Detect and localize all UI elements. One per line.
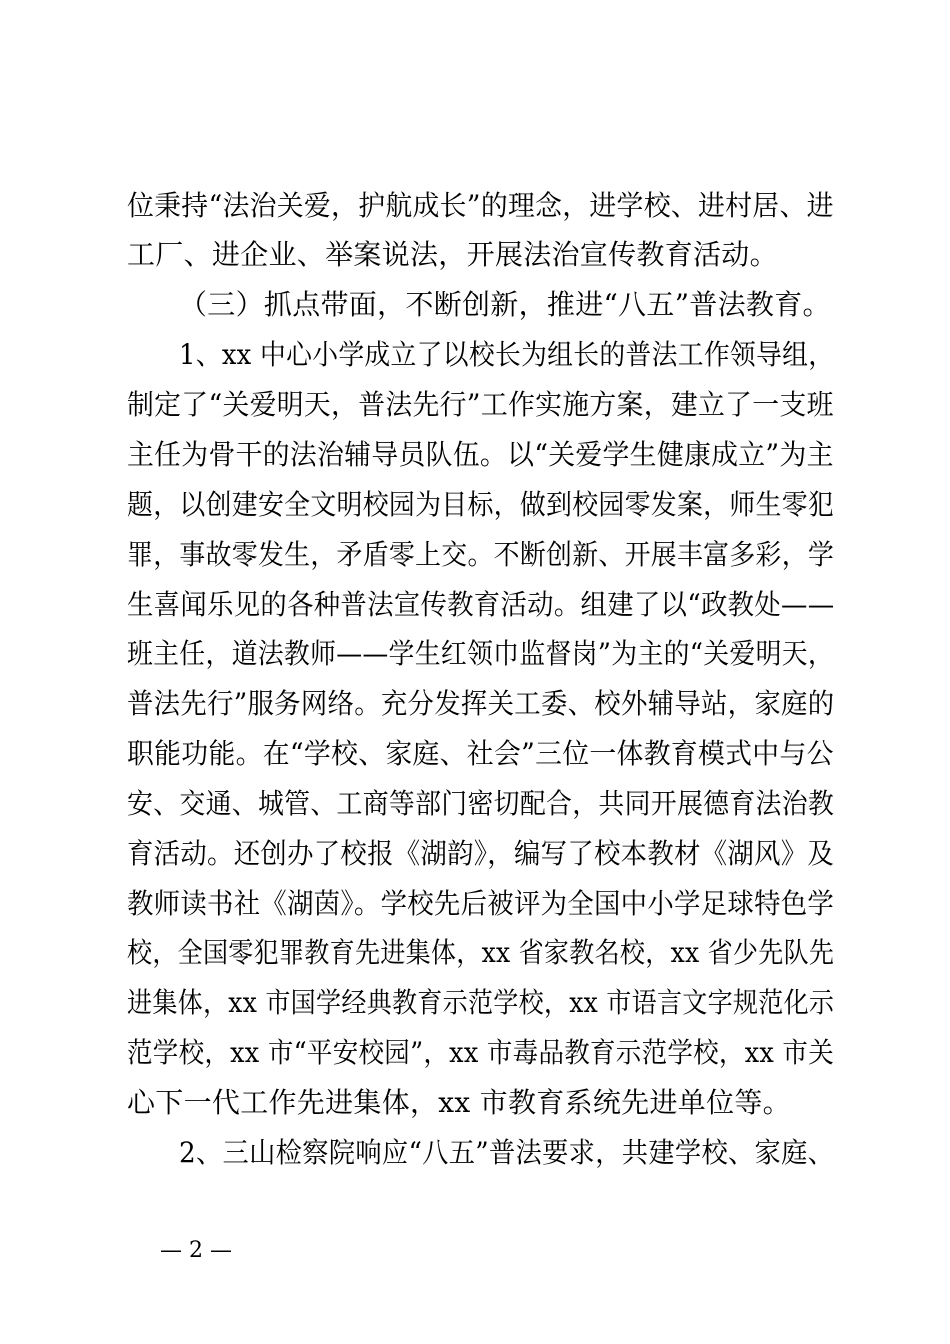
- body-line: 育活动。还创办了校报《湖韵》，编写了校本教材《湖风》及: [127, 837, 835, 870]
- body-line: 职能功能。在“学校、家庭、社会”三位一体教育模式中与公: [127, 737, 834, 770]
- body-line: 主任为骨干的法治辅导员队伍。以“关爱学生健康成立”为主: [127, 438, 834, 471]
- body-line: 安、交通、城管、工商等部门密切配合，共同开展德育法治教: [127, 787, 835, 820]
- body-line: 位秉持“法治关爱，护航成长”的理念，进学校、进村居、进: [127, 189, 834, 222]
- body-line: 2、三山检察院响应“八五”普法要求，共建学校、家庭、: [179, 1136, 835, 1169]
- body-line: 生喜闻乐见的各种普法宣传教育活动。组建了以“政教处——: [127, 588, 835, 621]
- body-line: 范学校，xx 市“平安校园”，xx 市毒品教育示范学校，xx 市关: [127, 1036, 834, 1069]
- body-line: 进集体，xx 市国学经典教育示范学校，xx 市语言文字规范化示: [127, 986, 835, 1019]
- body-line: 1、xx 中心小学成立了以校长为组长的普法工作领导组，: [179, 338, 835, 371]
- body-line: 校，全国零犯罪教育先进集体，xx 省家教名校，xx 省少先队先: [127, 936, 835, 969]
- section-heading: （三）抓点带面，不断创新，推进“八五”普法教育。: [179, 288, 831, 321]
- body-line: 心下一代工作先进集体，xx 市教育系统先进单位等。: [127, 1086, 791, 1119]
- body-line: 班主任，道法教师——学生红领巾监督岗”为主的“关爱明天，: [127, 637, 835, 670]
- body-line: 制定了“关爱明天，普法先行”工作实施方案，建立了一支班: [127, 388, 834, 421]
- page-number: — 2 —: [160, 1238, 232, 1263]
- body-line: 教师读书社《湖茵》。学校先后被评为全国中小学足球特色学: [127, 887, 835, 920]
- body-line: 罪，事故零发生，矛盾零上交。不断创新、开展丰富多彩，学: [127, 538, 835, 571]
- body-line: 普法先行”服务网络。充分发挥关工委、校外辅导站，家庭的: [127, 687, 835, 720]
- body-line: 工厂、进企业、举案说法，开展法治宣传教育活动。: [127, 238, 778, 271]
- body-line: 题，以创建安全文明校园为目标，做到校园零发案，师生零犯: [127, 488, 835, 521]
